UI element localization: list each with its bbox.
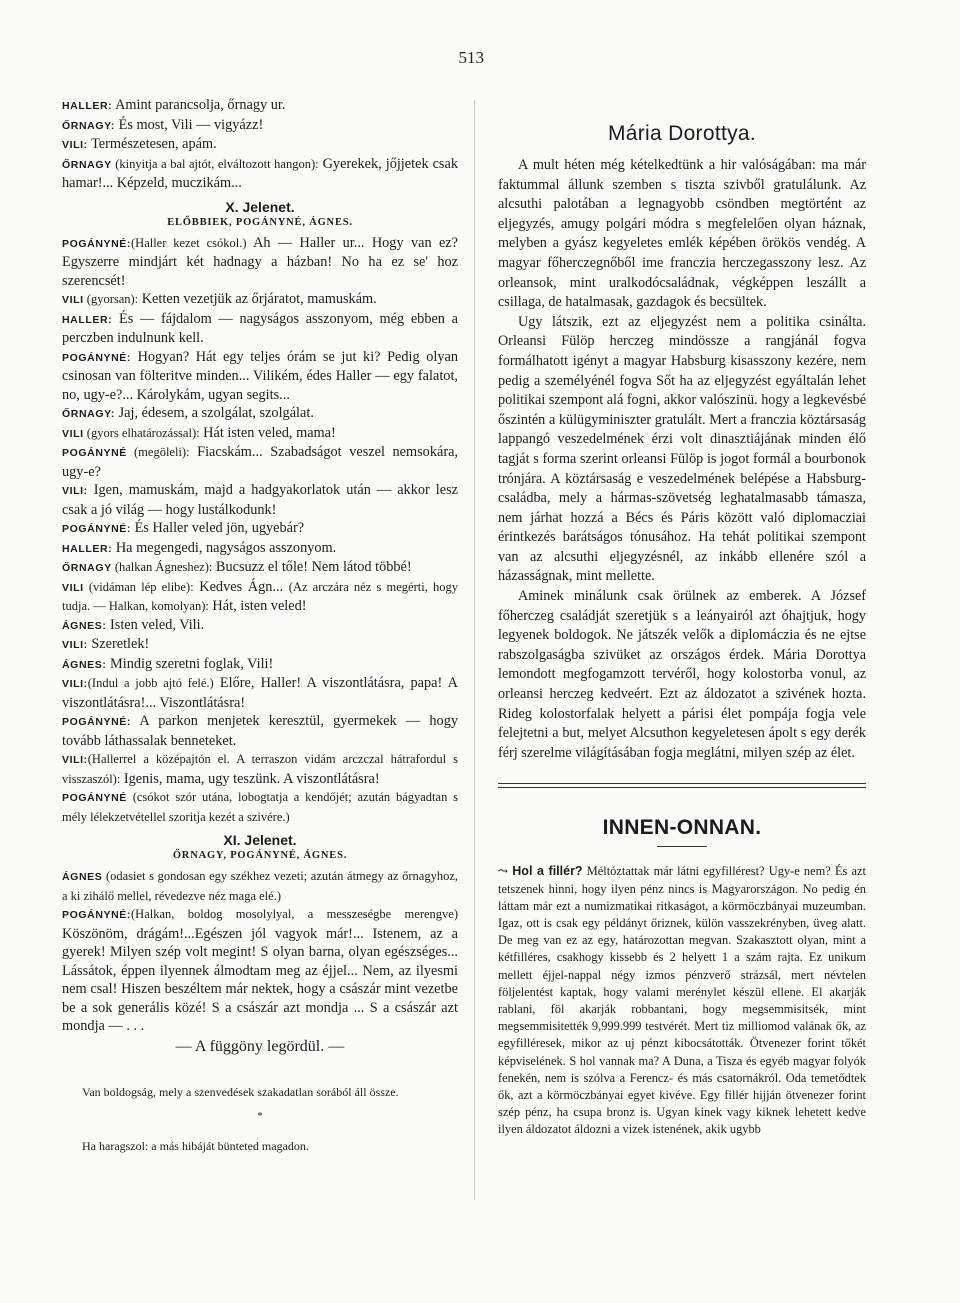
speaker-name: POGÁNYNÉ: [62, 523, 131, 535]
speaker-name: VILI: [62, 678, 88, 690]
spoken-text: Kedves Ágn... [193, 578, 289, 595]
dialogue-line [62, 96, 458, 116]
stage-direction: (halkan Ágneshez): [111, 560, 213, 574]
scene-heading: XI. Jelenet. [223, 832, 297, 848]
dialogue-line [62, 867, 458, 905]
dialogue-line [62, 674, 458, 712]
dialogue-line [62, 424, 458, 444]
article-paragraph: Aminek minálunk csak örülnek az emberek. A József főherczeg családját szeretjük s a leányairól azt óhajtjuk, hogy legyenek boldogok. Ne játszék velők a diplomáczia és ne ejtse rabszolgaságba szivüket az országos érdek. Mária Dorottya lemondott megfogamzott tervéről, hogy kolostorba vonul, az orleansi herczeg kedveért. Ezt az áldozatot a szivének hozta. Rideg kolostorfalak helyett a párisi élet pompája fogja vele felejtetni a but, melyet Alcsuthon kegyeletesen ápolt s egy derék férj szerelme világításában fogja meglátni, milyen szép az élet. [498, 588, 866, 761]
spoken-text: Ha megengedi, nagyságos asszonyom. [112, 539, 337, 556]
curtain-line: — A függöny legördül. — [175, 1037, 345, 1055]
spoken-text: S a császár azt mondja — . . . [62, 999, 458, 1034]
short-rule [657, 846, 707, 847]
spoken-text: Bucsuzz el tőle! Nem látod többé! [212, 559, 412, 575]
spoken-text: A viszontlátásra! [283, 770, 380, 787]
stage-direction: (megöleli): [126, 445, 190, 459]
section-title-innen-onnan: INNEN-ONNAN. [602, 816, 762, 840]
speaker-name: VILI [62, 427, 84, 440]
dialogue-line [62, 348, 458, 405]
dialogue-line [62, 539, 458, 559]
column-item-paragraph [498, 863, 866, 1138]
spoken-text: És Haller veled jön, ugyebár? [131, 520, 305, 536]
spoken-text: Hogy van ez? Egyszerre mindjárt két hadnagy a házban! No ha ez se' hoz szerencsét! [62, 234, 458, 289]
speaker-name: ŐRNAGY: [62, 119, 116, 132]
maxim: Van boldogság, mely a szenvedések szakadatlan sorából áll össze. [82, 1084, 399, 1099]
spoken-text: Gyerekek, jőjjetek csak hamar!... Képzeld, muczikám... [62, 155, 458, 191]
item-lead: Hol a fillér? [512, 864, 583, 879]
section-divider [498, 783, 866, 788]
speaker-name: ŐRNAGY [62, 562, 112, 574]
stage-direction: (gyorsan): [83, 292, 139, 306]
speaker-name: POGÁNYNÉ [62, 447, 127, 459]
spoken-text: Amint parancsolja, őrnagy ur. [112, 97, 286, 113]
stage-direction: (gyors elhatározással): [83, 425, 200, 440]
dialogue-line [62, 616, 458, 636]
spoken-text: Köszönöm, drágám!...Egészen jól vagyok már!... Istenem, az a gyerek! Milyen szép volt megint! S olyan barna, olyan egészséges... Lássátok, éppen ilyennek álmodtam meg az éjjel... Nem, az ilyesmi nem csal! Hiszen beszéltem már nektek, hogy a császár mint vezetbe be a sok generális közé! S a császár azt mondja ... [62, 925, 458, 1016]
speaker-name: POGÁNYNÉ: [62, 237, 131, 250]
speaker-name: VILI: [62, 139, 88, 151]
spoken-text: Hát, isten veled! [208, 598, 307, 614]
speaker-name: POGÁNYNÉ: [62, 351, 131, 364]
spoken-text: Hát isten veled, mama! [199, 424, 336, 441]
dialogue-line [62, 635, 458, 655]
column-divider [474, 100, 475, 1200]
speaker-name: POGÁNYNÉ: [62, 909, 131, 921]
spoken-text: Ah — Haller ur... [246, 234, 372, 251]
speaker-name: ŐRNAGY: [62, 408, 116, 420]
asterisk-separator: * [257, 1109, 263, 1122]
stage-direction: (Haller kezet csókol.) [131, 235, 247, 250]
stage-direction: (odasiet s gondosan egy székhez vezeti; azután átmegy az őrnagyhoz, a ki zihálő mellel, révedezve néz maga elé.) [62, 869, 458, 903]
speaker-name: ÁGNES: [62, 658, 107, 671]
speaker-name: ŐRNAGY [62, 158, 112, 171]
maxim: Ha haragszol: a más hibáját bünteted magadon. [82, 1138, 309, 1153]
dialogue-line [62, 404, 458, 424]
dialogue-line [62, 116, 458, 136]
dialogue-line [62, 234, 458, 291]
speaker-name: HALLER: [62, 313, 113, 326]
speaker-name: HALLER: [62, 100, 113, 112]
speaker-name: ÁGNES [62, 871, 103, 883]
stage-direction: (Halkan, boldog mosolylyal, a messzeségbe merengve) [131, 907, 458, 921]
page-number: 513 [458, 48, 484, 67]
cast-list: ELŐBBIEK, POGÁNYNÉ, ÁGNES. [167, 216, 353, 228]
dialogue-line [62, 750, 458, 788]
article-title-maria-dorottya: Mária Dorottya. [607, 122, 757, 145]
left-column [62, 96, 458, 1164]
spoken-text: Jaj, édesem, a szolgálat, szolgálat. [115, 405, 314, 421]
speaker-name: VILI: [62, 754, 88, 766]
article-paragraph: A mult héten még kételkedtünk a hir valóságában: ma már faktummal állunk szemben s tiszta szivből gratulálunk. Az alcsuthi palotában a legnagyobb csöndben megtörtént az eljegyzés, amugy polgári módra s megfelelően olyan háznak, melyben a gyász kegyeletes emlék képében örökös vendég. A magyar főherczegnőből ime franczia herczegasszony lesz. Az orleansok, mint uralkodócsaládnak, végképpen leszállt a csillaga, de hatalmasak, gazdagok és becsültek. [498, 157, 866, 311]
spoken-text: Ketten vezetjük az őrjáratot, mamuskám. [138, 291, 377, 307]
dialogue-line [62, 290, 458, 310]
dialogue-line [62, 155, 458, 193]
dialogue-line [62, 578, 458, 616]
dialogue-line [62, 712, 458, 750]
speaker-name: VILI [62, 581, 84, 594]
right-column [498, 96, 866, 1139]
spoken-text: Mindig szeretni foglak, Vili! [106, 655, 274, 672]
spoken-text: Igen, mamuskám, majd a hadgyakorlatok után — akkor lesz csak a jó világ — hogy lustálkodunk! [62, 482, 458, 518]
speaker-name: VILI: [62, 485, 88, 497]
dialogue-line [62, 655, 458, 675]
stage-direction: (csókot szór utána, lobogtatja a kendőjét; azután bágyadtan s mély lélekzetvétellel szoritja kezét a szivére.) [62, 790, 458, 824]
speaker-name: VILI: [62, 639, 88, 651]
speaker-name: POGÁNYNÉ [62, 792, 127, 804]
dialogue-line [62, 788, 458, 826]
bullet-icon: ⤳ [498, 864, 509, 879]
spoken-text: Hogyan? Hát egy teljes órám se jut ki? Pedig olyan csinosan van fölteritve minden... Vilikém, édes Haller — egy falatot, no, ugy-e?... Károlykám, ugyan segits... [62, 348, 458, 403]
spoken-text: És — fájdalom — nagyságos asszonyom, még ebben a perczben indulnunk kell. [62, 310, 458, 346]
stage-direction: (Hallerrel a középajtón el. A terraszon vidám arczczal hátrafordul s visszaszól): [62, 752, 458, 786]
dialogue-line [62, 443, 458, 481]
cast-list: ŐRNAGY, POGÁNYNÉ, ÁGNES. [172, 850, 348, 861]
spoken-text: A parkon menjetek keresztül, gyermekek — hogy tovább láthassalak benneteket. [62, 713, 458, 749]
spoken-text: Szeretlek! [87, 636, 150, 652]
dialogue-line [62, 135, 458, 155]
scene-heading: X. Jelenet. [225, 198, 295, 215]
stage-direction: (kinyitja a bal ajtót, elváltozott hangon): [111, 156, 319, 171]
speaker-name: VILI [62, 294, 84, 306]
item-text: Méltóztattak már látni egyfillérest? Ugy-e nem? És azt tetszenek hinni, hogy ilyen pénz nincs is Magyarországon. No pedig én láttam már ezt a numizmatikai ritkaságot, a körmöczbányai muzeumban. Igaz, ott is csak egy példányt őriznek, külön vasszekrényben, üveg alatt. De meg van ez az egy, határozottan megvan. Szakasztott olyan, mint a kétfilléres, csakhogy kissebb és 2 helyett 1 a szám rajta. Ez unikum mellett éjjel-nappal négy izmos pénzverő strázsál, mert névtelen följelentést kaptak, hogy valami merénylet készül ellene. El akarják rablani, föl akarják robbantani, hogy megsemmisitsék, mint megsemmisitették 9,999.999 testvérét. Mert tiz milliomod valának ők, az egyfilléresek, mikor az uj pénzt kibocsátották. Ötvenezer forint tőkét képviselének. S hol vannak ma? A Duna, a Tisza és egyéb magyar folyók fenekén, nem is szólva a Ferencz- és más csatornákról. Oda temetődtek ők, azt a körmöczbányai egyet kivéve. Egy fillér hijján ötvenezer forint szép pénz, ha csupa bronz is. Ugyan kinek vagy kiknek lehetett kedve ilyen áldozatot áldozni a vizek istenének, akik ugybb [498, 864, 866, 1137]
spoken-text: Igenis, mama, ugy teszünk. [120, 770, 284, 787]
speaker-name: HALLER: [62, 542, 113, 555]
speaker-name: ÁGNES: [62, 619, 107, 632]
spoken-text: Természetesen, apám. [87, 136, 217, 152]
dialogue-line [62, 310, 458, 348]
spoken-text: Isten veled, Vili. [106, 616, 205, 633]
dialogue-line [62, 519, 458, 539]
spoken-text: Fiacskám... Szabadságot veszel nemsokára, ugy-e? [62, 444, 458, 480]
stage-direction: (Az arczára néz s megérti, hogy tudja. — Halkan, komolyan): [62, 579, 458, 613]
spoken-text: Előre, Haller! A viszontlátásra, papa! A viszontlátásra!... Viszontlátásra! [62, 675, 458, 711]
spoken-text: És most, Vili — vigyázz! [115, 116, 264, 133]
stage-direction: (Indul a jobb ajtó felé.) [87, 676, 214, 690]
dialogue-line [62, 481, 458, 519]
speaker-name: POGÁNYNÉ: [62, 716, 131, 728]
article-paragraph: Ugy látszik, ezt az eljegyzést nem a politika csinálta. Orleansi Fülöp herczeg mindössze a rangjánál fogva formálhatott igényt a magyar Habsburg kisasszony kezére, nem pedig a személyénél fogva Sőt ha az eljegyzést egyáltalán lehet politikai szempont alá fogni, akkor valószinü. hogy a legkevésbé őszintén a külügyminiszter gratulált. Mert a franczia köztársaság lappangó veszedelmének érzi volt dinasztiájának minden élő tagját s forma szerint orleansi Fülöp is jogot formál a bourbonok trónjára. A köztársaság e veszedelmének belépése a Habsburg-családba, mely a hármas-szövetség leghatalmasabb támasza, nem járhat hozzá a Bécs és Páris között való diplomacziai érintkezés barátságos tónusához. Ha tehát politikai szempont van az alcsuthi eljegyzésnél, az inkább ellenére szól a házasságnak, mint mellette. [498, 313, 866, 585]
dialogue-line [62, 558, 458, 578]
dialogue-line [62, 905, 458, 1036]
stage-direction: (vidáman lép elibe): [83, 579, 194, 594]
